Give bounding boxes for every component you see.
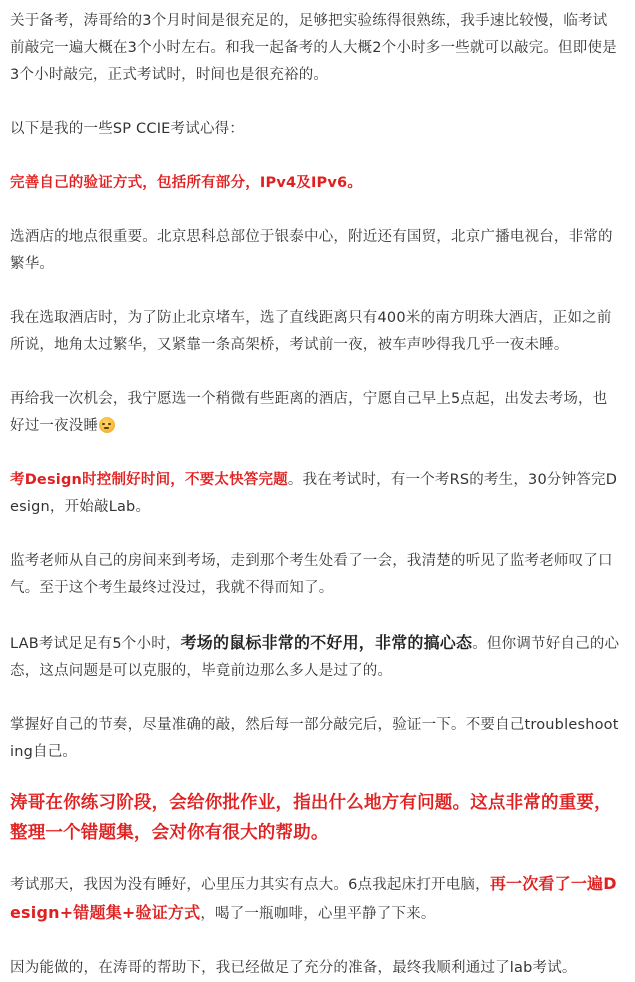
exam-day-text-a: 考试那天，我因为没有睡好，心里压力其实有点大。6点我起床打开电脑， — [10, 877, 490, 893]
paragraph-lab-duration — [10, 629, 622, 685]
paragraph-hotel-choice: 我在选取酒店时，为了防止北京堵车，选了直线距离只有400米的南方明珠大酒店，正如之前所说，地角太过繁华，又紧靠一条高架桥，考试前一夜，被车声吵得我几乎一夜未睡。 — [10, 310, 612, 353]
sleepy-face-emoji-icon — [99, 417, 115, 433]
design-timing-rest: 。我在考试时，有一个考RS的考生，30分钟答完Design，开始敲Lab。 — [10, 472, 618, 515]
paragraph-homework-feedback: 涛哥在你练习阶段，会给你批作业，指出什么地方有问题。这点非常的重要，整理一个错题集，会对你有很大的帮助。 — [10, 793, 612, 843]
paragraph-another-chance-text: 再给我一次机会，我宁愿选一个稍微有些距离的酒店，宁愿自己早上5点起，出发去考场，也好过一夜没睡 — [10, 391, 608, 434]
paragraph-exam-day — [10, 870, 622, 928]
paragraph-intro-tips: 以下是我的一些SP CCIE考试心得： — [10, 121, 245, 137]
paragraph-conclusion: 因为能做的，在涛哥的帮助下，我已经做足了充分的准备，最终我顺利通过了lab考试。 — [10, 960, 577, 976]
paragraph-tip-verification: 完善自己的验证方式，包括所有部分，IPv4及IPv6。 — [10, 175, 363, 191]
article-body — [10, 8, 622, 982]
lab-duration-text-b: 。但你调节好自己的心态，这点问题是可以克服的，毕竟前边那么多人是过了的。 — [10, 636, 620, 679]
paragraph-proctor: 监考老师从自己的房间来到考场，走到那个考生处看了一会，我清楚的听见了监考老师叹了口气。至于这个考生最终过没过，我就不得而知了。 — [10, 553, 613, 596]
lab-mouse-highlight: 考场的鼠标非常的不好用，非常的搞心态 — [180, 633, 473, 652]
paragraph-rhythm: 掌握好自己的节奏，尽量准确的敲，然后每一部分敲完后，验证一下。不要自己troubleshooting自己。 — [10, 717, 619, 760]
lab-duration-text-a: LAB考试足足有5个小时， — [10, 636, 181, 652]
paragraph-hotel-location: 选酒店的地点很重要。北京思科总部位于银泰中心，附近还有国贸，北京广播电视台，非常的繁华。 — [10, 229, 613, 272]
exam-day-highlight: 再一次看了一遍Design+错题集+验证方式 — [10, 874, 617, 922]
paragraph-design-timing — [10, 467, 622, 521]
design-timing-highlight: 考Design时控制好时间，不要太快答完题 — [10, 472, 288, 488]
paragraph-exam-prep-time: 关于备考，涛哥给的3个月时间是很充足的，足够把实验练得很熟练，我手速比较慢，临考试前敲完一遍大概在3个小时左右。和我一起备考的人大概2个小时多一些就可以敲完。但即使是3个小时敲完，正式考试时，时间也是很充裕的。 — [10, 13, 617, 83]
exam-day-text-b: ，喝了一瓶咖啡，心里平静了下来。 — [200, 906, 436, 922]
paragraph-another-chance — [10, 386, 622, 440]
